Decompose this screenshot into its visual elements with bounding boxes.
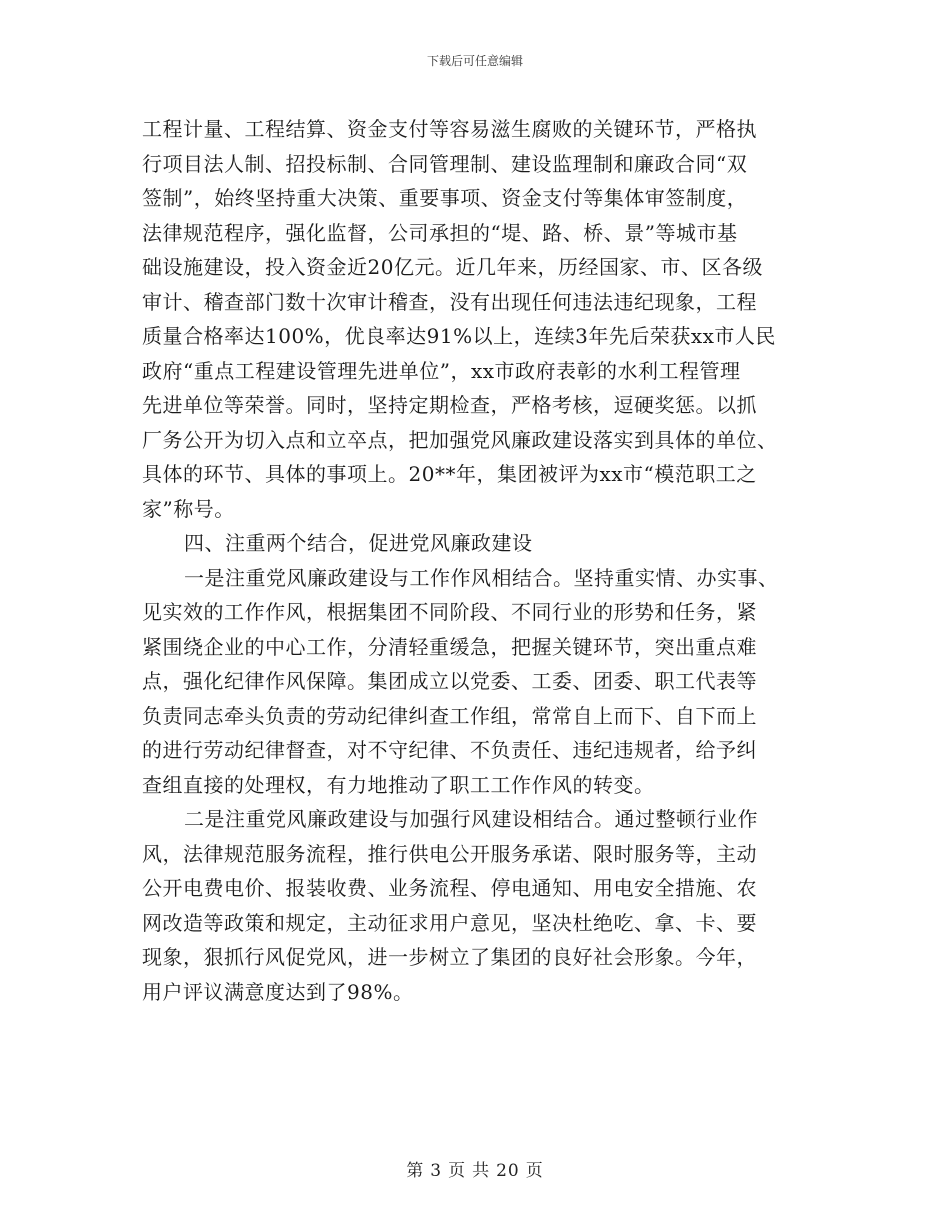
section-heading: 四、注重两个结合，促进党风廉政建设 xyxy=(184,531,533,555)
body-line: 查组直接的处理权，有力地推动了职工工作作风的转变。 xyxy=(142,772,655,797)
total-prefix: 共 xyxy=(472,1161,491,1181)
page-header-note: 下载后可任意编辑 xyxy=(426,54,523,68)
page-number-footer xyxy=(0,1156,950,1181)
body-line: 础设施建设，投入资金近20亿元。近几年来，历经国家、市、区各级 xyxy=(142,255,763,279)
body-line: 法律规范程序，强化监督，公司承担的“堤、路、桥、景”等城市基 xyxy=(142,220,738,245)
body-line: 审计、稽查部门数十次审计稽查，没有出现任何违法违纪现象，工程 xyxy=(142,289,757,314)
body-line: 厂务公开为切入点和立卒点，把加强党风廉政建设落实到具体的单位、 xyxy=(142,427,778,452)
body-line: 一是注重党风廉政建设与工作作风相结合。坚持重实情、办实事、 xyxy=(184,565,779,590)
body-line: 见实效的工作作风，根据集团不同阶段、不同行业的形势和任务，紧 xyxy=(142,600,757,624)
body-line: 负责同志牵头负责的劳动纪律纠查工作组，常常自上而下、自下而上 xyxy=(142,703,757,728)
body-line: 二是注重党风廉政建设与加强行风建设相结合。通过整顿行业作 xyxy=(184,807,758,831)
body-line: 签制”，始终坚持重大决策、重要事项、资金支付等集体审签制度， xyxy=(142,186,748,210)
body-line: 的进行劳动纪律督查，对不守纪律、不负责任、违纪违规者，给予纠 xyxy=(142,738,757,762)
body-line: 行项目法人制、招投标制、合同管理制、建设监理制和廉政合同“双 xyxy=(142,151,748,176)
body-line: 用户评议满意度达到了98%。 xyxy=(142,979,414,1004)
body-line: 先进单位等荣誉。同时，坚持定期检查，严格考核，逗硬奖惩。以抓 xyxy=(142,393,757,417)
total-suffix: 页 xyxy=(525,1161,544,1181)
body-line: 网改造等政策和规定，主动征求用户意见，坚决杜绝吃、拿、卡、要 xyxy=(142,910,757,935)
total-page-count: 20 xyxy=(496,1161,520,1181)
body-line: 点，强化纪律作风保障。集团成立以党委、工委、团委、职工代表等 xyxy=(142,669,757,693)
document-body xyxy=(142,112,810,1009)
body-line: 政府“重点工程建设管理先进单位”，xx市政府表彰的水利工程管理 xyxy=(142,358,741,383)
body-line: 紧围绕企业的中心工作，分清轻重缓急，把握关键环节，突出重点难 xyxy=(142,634,757,659)
body-line: 现象，狠抓行风促党风，进一步树立了集团的良好社会形象。今年， xyxy=(142,945,757,969)
page-label: 页 xyxy=(448,1161,467,1181)
current-page-number: 3 xyxy=(430,1161,443,1181)
body-line: 家”称号。 xyxy=(142,496,235,521)
body-line: 公开电费电价、报装收费、业务流程、停电通知、用电安全措施、农 xyxy=(142,876,757,900)
page-prefix: 第 xyxy=(406,1161,425,1181)
body-line: 风，法律规范服务流程，推行供电公开服务承诺、限时服务等，主动 xyxy=(142,841,757,866)
body-line: 具体的环节、具体的事项上。20**年，集团被评为xx市“模范职工之 xyxy=(142,462,757,486)
body-line: 工程计量、工程结算、资金支付等容易滋生腐败的关键环节，严格执 xyxy=(142,117,757,141)
body-line: 质量合格率达100%，优良率达91%以上，连续3年先后荣获xx市人民 xyxy=(142,324,776,348)
